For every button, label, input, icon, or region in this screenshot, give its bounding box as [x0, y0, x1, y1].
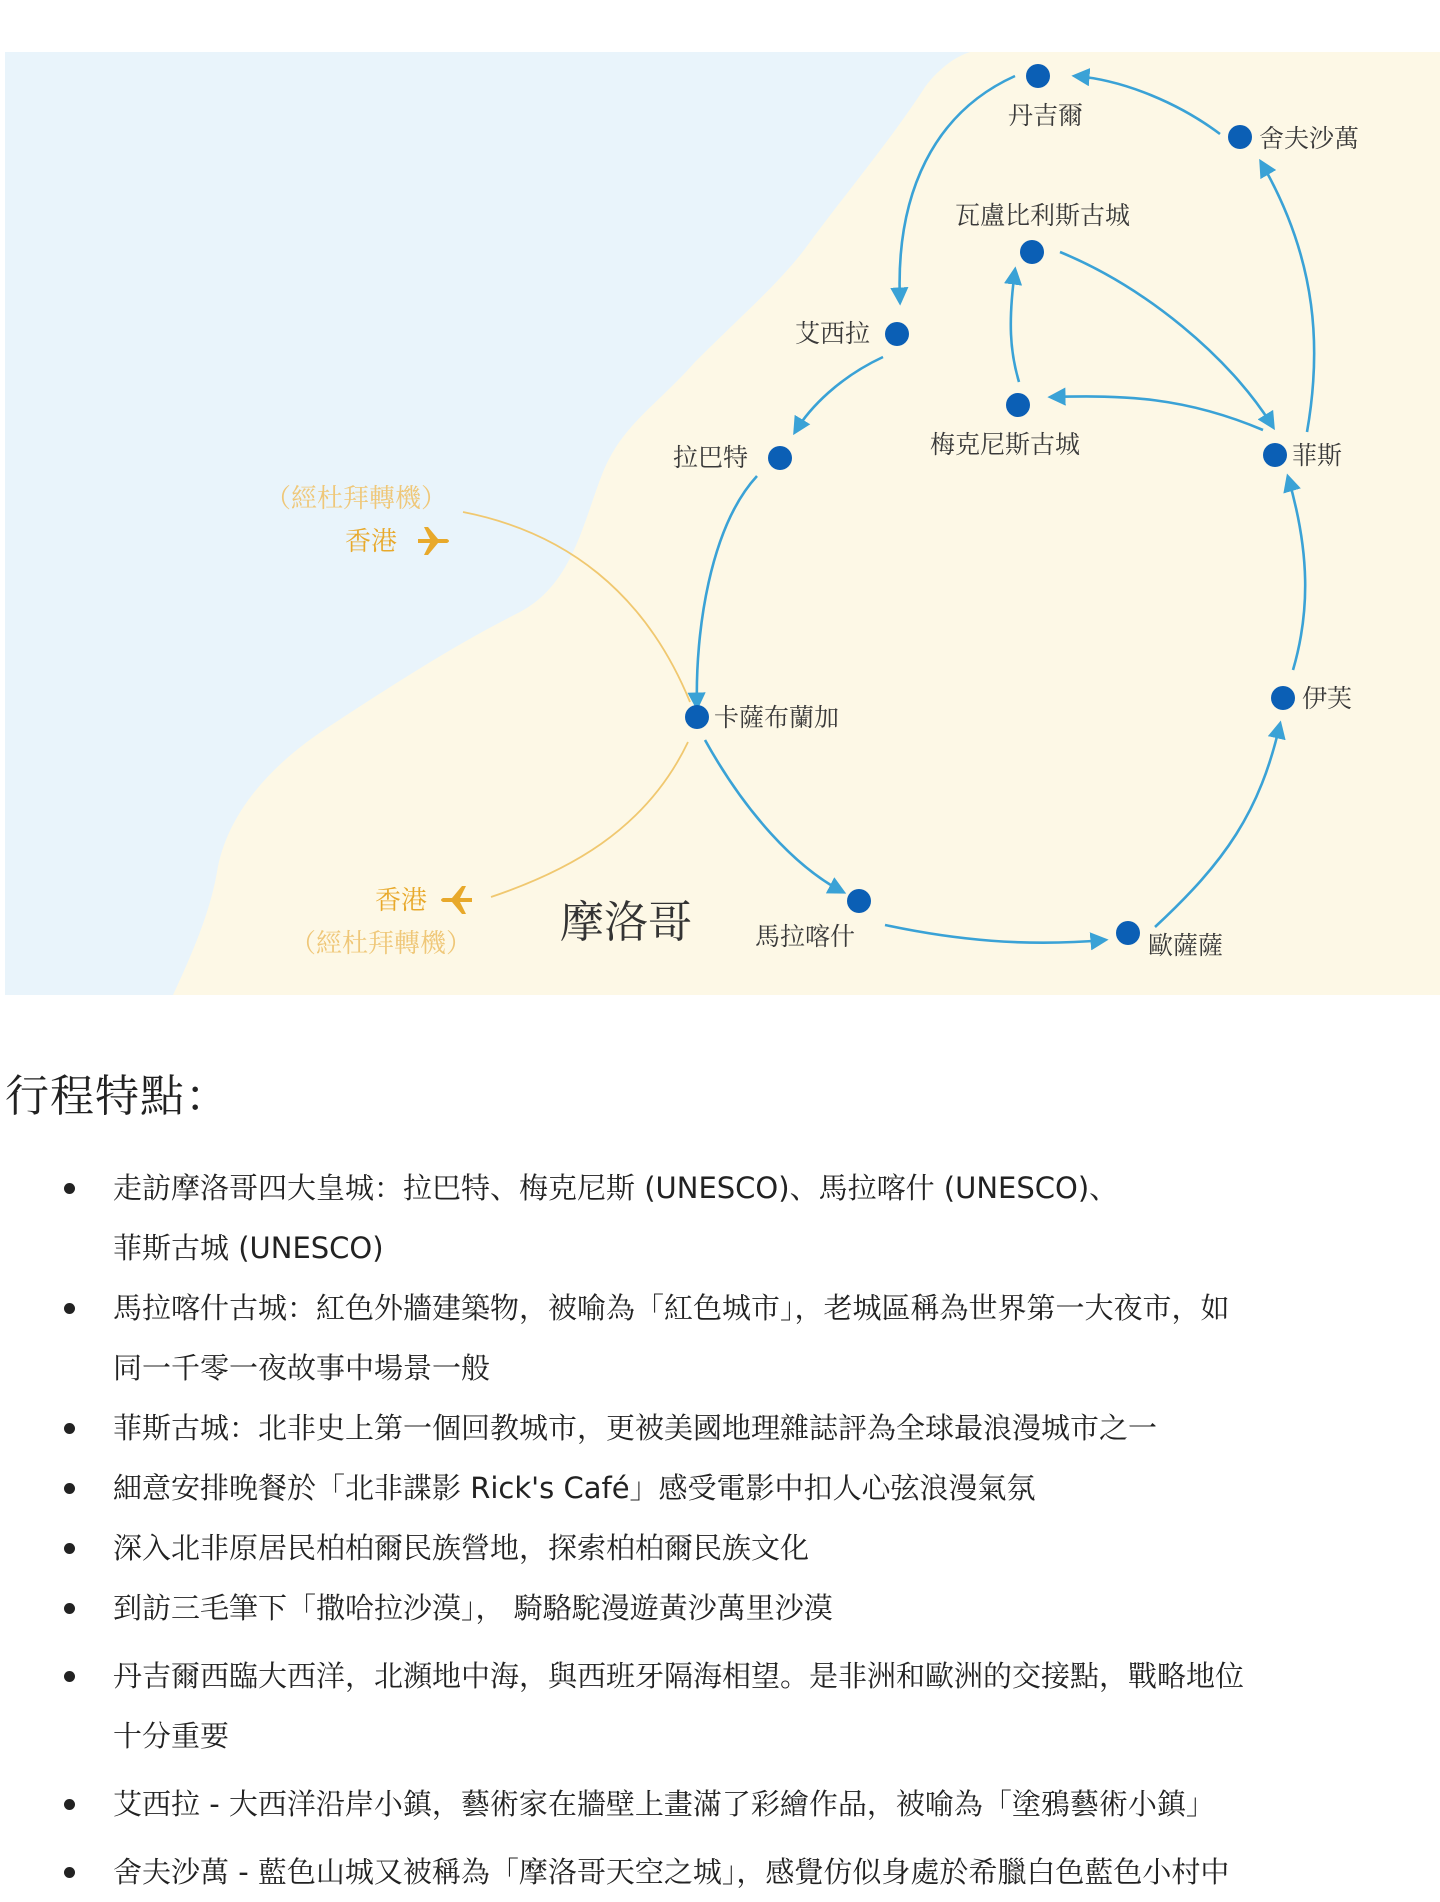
city-label-tangier: 丹吉爾	[1008, 101, 1084, 130]
feature-item-tangier	[0, 1646, 1440, 1766]
feature-text: 走訪摩洛哥四大皇城：拉巴特、梅克尼斯 (UNESCO)、馬拉喀什 (UNESCO)、	[113, 1171, 1119, 1205]
city-dot-fes	[1263, 443, 1287, 467]
feature-item-marrakech	[0, 1278, 1440, 1398]
feature-item-imperial-cities	[0, 1158, 1440, 1278]
feature-text: 菲斯古城：北非史上第一個回教城市，更被美國地理雜誌評為全球最浪漫城市之一	[113, 1411, 1158, 1445]
feature-item-chefchaouen	[0, 1842, 1440, 1902]
city-label-volubilis: 瓦盧比利斯古城	[955, 201, 1131, 230]
feature-item-ricks-cafe	[0, 1458, 1440, 1518]
feature-text: 馬拉喀什古城：紅色外牆建築物，被喻為「紅色城市」，老城區稱為世界第一大夜市，如	[113, 1291, 1230, 1325]
city-dot-volubilis	[1020, 240, 1044, 264]
city-dot-casablanca	[685, 705, 709, 729]
city-dot-rabat	[768, 446, 792, 470]
city-label-ouarzazate: 歐薩薩	[1148, 931, 1224, 960]
route-map-svg	[5, 52, 1440, 995]
feature-item-sahara	[0, 1578, 1440, 1638]
feature-text: 菲斯古城 (UNESCO)	[113, 1231, 384, 1265]
city-label-ifrane: 伊芙	[1302, 684, 1353, 713]
city-dot-marrakech	[847, 889, 871, 913]
feature-text: 細意安排晚餐於「北非諜影 Rick's Café」感受電影中扣人心弦浪漫氣氛	[113, 1471, 1036, 1505]
feature-text: 深入北非原居民柏柏爾民族營地，探索柏柏爾民族文化	[113, 1531, 810, 1565]
city-label-marrakech: 馬拉喀什	[755, 922, 856, 951]
feature-text: 艾西拉 - 大西洋沿岸小鎮，藝術家在牆壁上畫滿了彩繪作品，被喻為「塗鴉藝術小鎮」	[113, 1787, 1215, 1821]
feature-text: 到訪三毛筆下「撒哈拉沙漠」， 騎駱駝漫遊黃沙萬里沙漠	[113, 1591, 833, 1625]
feature-item-asilah	[0, 1774, 1440, 1834]
city-dot-ouarzazate	[1116, 921, 1140, 945]
city-dot-asilah	[885, 322, 909, 346]
city-label-casablanca: 卡薩布蘭加	[714, 703, 840, 732]
city-dot-chefchaouen	[1228, 125, 1252, 149]
outbound-flight-city: 香港	[375, 886, 428, 916]
feature-text: 同一千零一夜故事中場景一般	[113, 1351, 491, 1385]
country-label: 摩洛哥	[560, 897, 692, 948]
features-list	[0, 1158, 1440, 1902]
feature-text: 丹吉爾西臨大西洋，北瀕地中海，與西班牙隔海相望。是非洲和歐洲的交接點，戰略地位	[113, 1659, 1245, 1693]
features-title: 行程特點：	[5, 1071, 230, 1122]
city-dot-meknes	[1006, 393, 1030, 417]
city-label-chefchaouen: 舍夫沙萬	[1259, 124, 1360, 153]
city-dot-ifrane	[1271, 686, 1295, 710]
city-label-asilah: 艾西拉	[795, 319, 871, 348]
route-map	[5, 52, 1440, 995]
feature-text: 舍夫沙萬 - 藍色山城又被稱為「摩洛哥天空之城」，感覺仿似身處於希臘白色藍色小村中	[113, 1855, 1230, 1889]
city-dot-tangier	[1026, 64, 1050, 88]
city-label-fes: 菲斯	[1292, 441, 1343, 470]
outbound-flight-note: （經杜拜轉機）	[290, 929, 473, 959]
feature-item-berber-camp	[0, 1518, 1440, 1578]
city-label-rabat: 拉巴特	[673, 443, 749, 472]
feature-item-fes	[0, 1398, 1440, 1458]
feature-text: 十分重要	[113, 1719, 230, 1753]
city-label-meknes: 梅克尼斯古城	[930, 430, 1081, 459]
inbound-flight-city: 香港	[345, 527, 398, 557]
inbound-flight-note: （經杜拜轉機）	[265, 484, 448, 514]
